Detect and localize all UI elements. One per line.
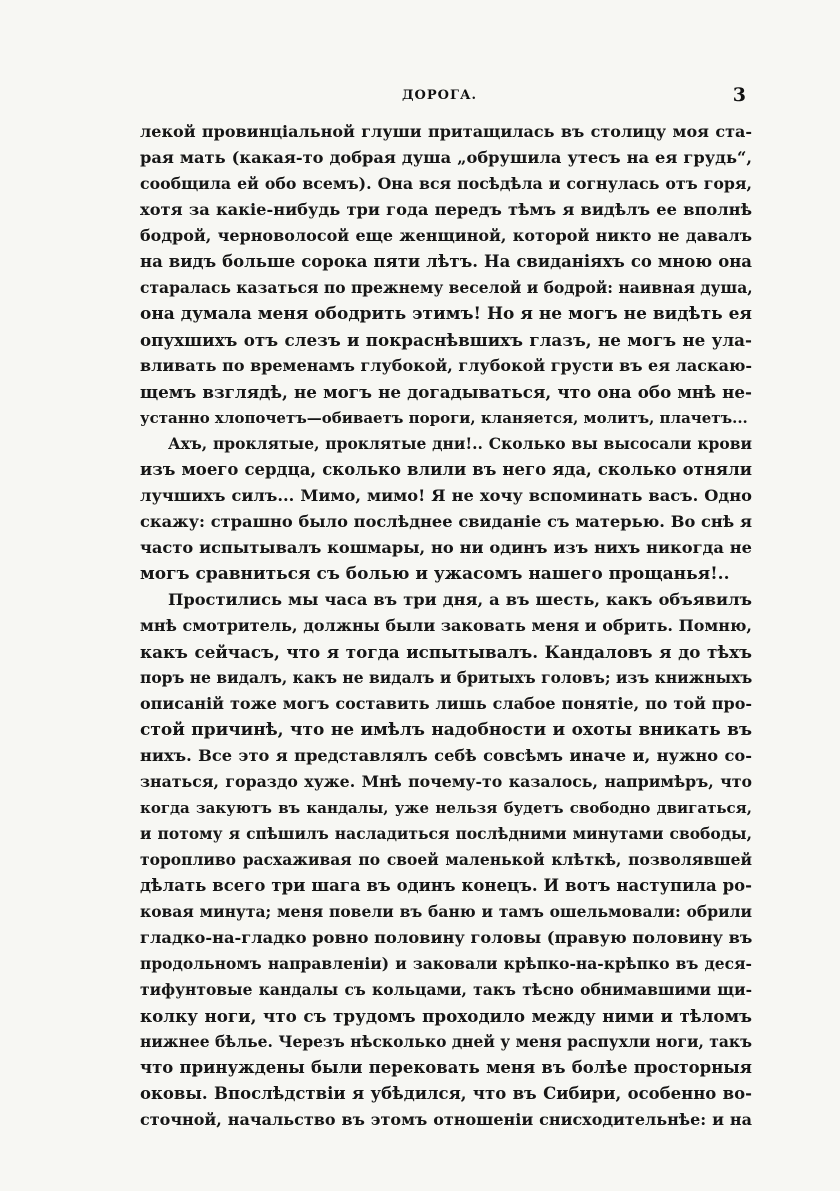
text-line: старалась казаться по прежнему веселой и бодрой: наивная душа,: [140, 278, 753, 297]
text-line: колку ноги, что съ трудомъ проходило между ними и тѣломъ: [140, 1006, 752, 1026]
text-line: оковы. Впослѣдствіи я убѣдился, что въ Сибири, особенно во-: [140, 1084, 752, 1103]
text-line: на видъ больше сорока пяти лѣтъ. На свиданіяхъ со мною она: [140, 252, 752, 271]
text-line: лекой провинціальной глуши притащилась въ столицу моя ста-: [140, 122, 752, 141]
text-line: сообщила ей обо всемъ). Она вся посѣдѣла и согнулась отъ горя,: [140, 174, 752, 193]
page-header: [140, 84, 752, 112]
text-line: часто испытывалъ кошмары, но ни одинъ изъ нихъ никогда не: [140, 538, 752, 557]
text-line: и потому я спѣшилъ насладиться послѣдними минутами свободы,: [140, 824, 752, 843]
running-title: ДОРОГА.: [402, 88, 478, 103]
text-line: торопливо расхаживая по своей маленькой клѣткѣ, позволявшей: [140, 850, 752, 869]
text-line: гладко-на-гладко ровно половину головы (правую половину въ: [140, 928, 753, 947]
page-number: 3: [732, 84, 746, 106]
text-line: Ахъ, проклятые, проклятые дни!.. Сколько вы высосали крови: [168, 434, 752, 453]
text-line: дѣлать всего три шага въ одинъ конецъ. И вотъ наступила ро-: [140, 876, 752, 895]
text-line: продольномъ направленіи) и заковали крѣпко-на-крѣпко въ деся-: [140, 954, 752, 973]
text-line: бодрой, черноволосой еще женщиной, которой никто не давалъ: [140, 226, 752, 245]
text-line: что принуждены были перековать меня въ болѣе просторныя: [140, 1058, 752, 1077]
text-line: опухшихъ отъ слезъ и покраснѣвшихъ глазъ, не могъ не ула-: [140, 330, 752, 350]
body-text: [140, 119, 752, 1133]
text-line: могъ сравниться съ болью и ужасомъ нашего прощанья!..: [140, 564, 730, 584]
text-line: знаться, гораздо хуже. Мнѣ почему-то казалось, напримѣръ, что: [140, 772, 752, 791]
text-line: ковая минута; меня повели въ баню и тамъ ошельмовали: обрили: [140, 902, 752, 921]
text-line: нихъ. Все это я представлялъ себѣ совсѣмъ иначе и, нужно со-: [140, 746, 752, 765]
text-line: рая мать (какая-то добрая душа „обрушила утесъ на ея грудь“,: [140, 148, 752, 167]
text-line: устанно хлопочетъ—обиваетъ пороги, кланяется, молитъ, плачетъ...: [140, 409, 748, 427]
text-line: когда закуютъ въ кандалы, уже нельзя будетъ свободно двигаться,: [140, 799, 752, 817]
text-line: изъ моего сердца, сколько влили въ него яда, сколько отняли: [140, 460, 752, 479]
text-line: описаній тоже могъ составить лишь слабое понятіе, по той про-: [140, 694, 752, 713]
text-line: хотя за какіе-нибудь три года передъ тѣмъ я видѣлъ ее вполнѣ: [140, 200, 752, 219]
text-line: мнѣ смотритель, должны были заковать меня и обрить. Помню,: [140, 616, 752, 635]
text-line: вливать по временамъ глубокой, глубокой грусти въ ея ласкаю-: [140, 356, 752, 375]
text-line: скажу: страшно было послѣднее свиданіе съ матерью. Во снѣ я: [140, 512, 752, 531]
text-line: тифунтовые кандалы съ кольцами, такъ тѣсно обнимавшими щи-: [140, 980, 752, 999]
text-line: Простились мы часа въ три дня, а въ шесть, какъ объявилъ: [168, 590, 752, 609]
text-line: лучшихъ силъ... Мимо, мимо! Я не хочу вспоминать васъ. Одно: [140, 486, 752, 505]
text-line: поръ не видалъ, какъ не видалъ и бритыхъ головъ; изъ книжныхъ: [140, 668, 753, 687]
text-line: какъ сейчасъ, что я тогда испытывалъ. Кандаловъ я до тѣхъ: [140, 642, 752, 662]
text-line: сточной, начальство въ этомъ отношеніи снисходительнѣе: и на: [140, 1110, 752, 1129]
text-line: она думала меня ободрить этимъ! Но я не могъ не видѣть ея: [140, 304, 752, 324]
text-line: нижнее бѣлье. Черезъ нѣсколько дней у меня распухли ноги, такъ: [140, 1032, 752, 1051]
text-line: стой причинѣ, что не имѣлъ надобности и охоты вникать въ: [140, 720, 752, 740]
text-line: щемъ взглядѣ, не могъ не догадываться, что она обо мнѣ не-: [140, 382, 752, 402]
